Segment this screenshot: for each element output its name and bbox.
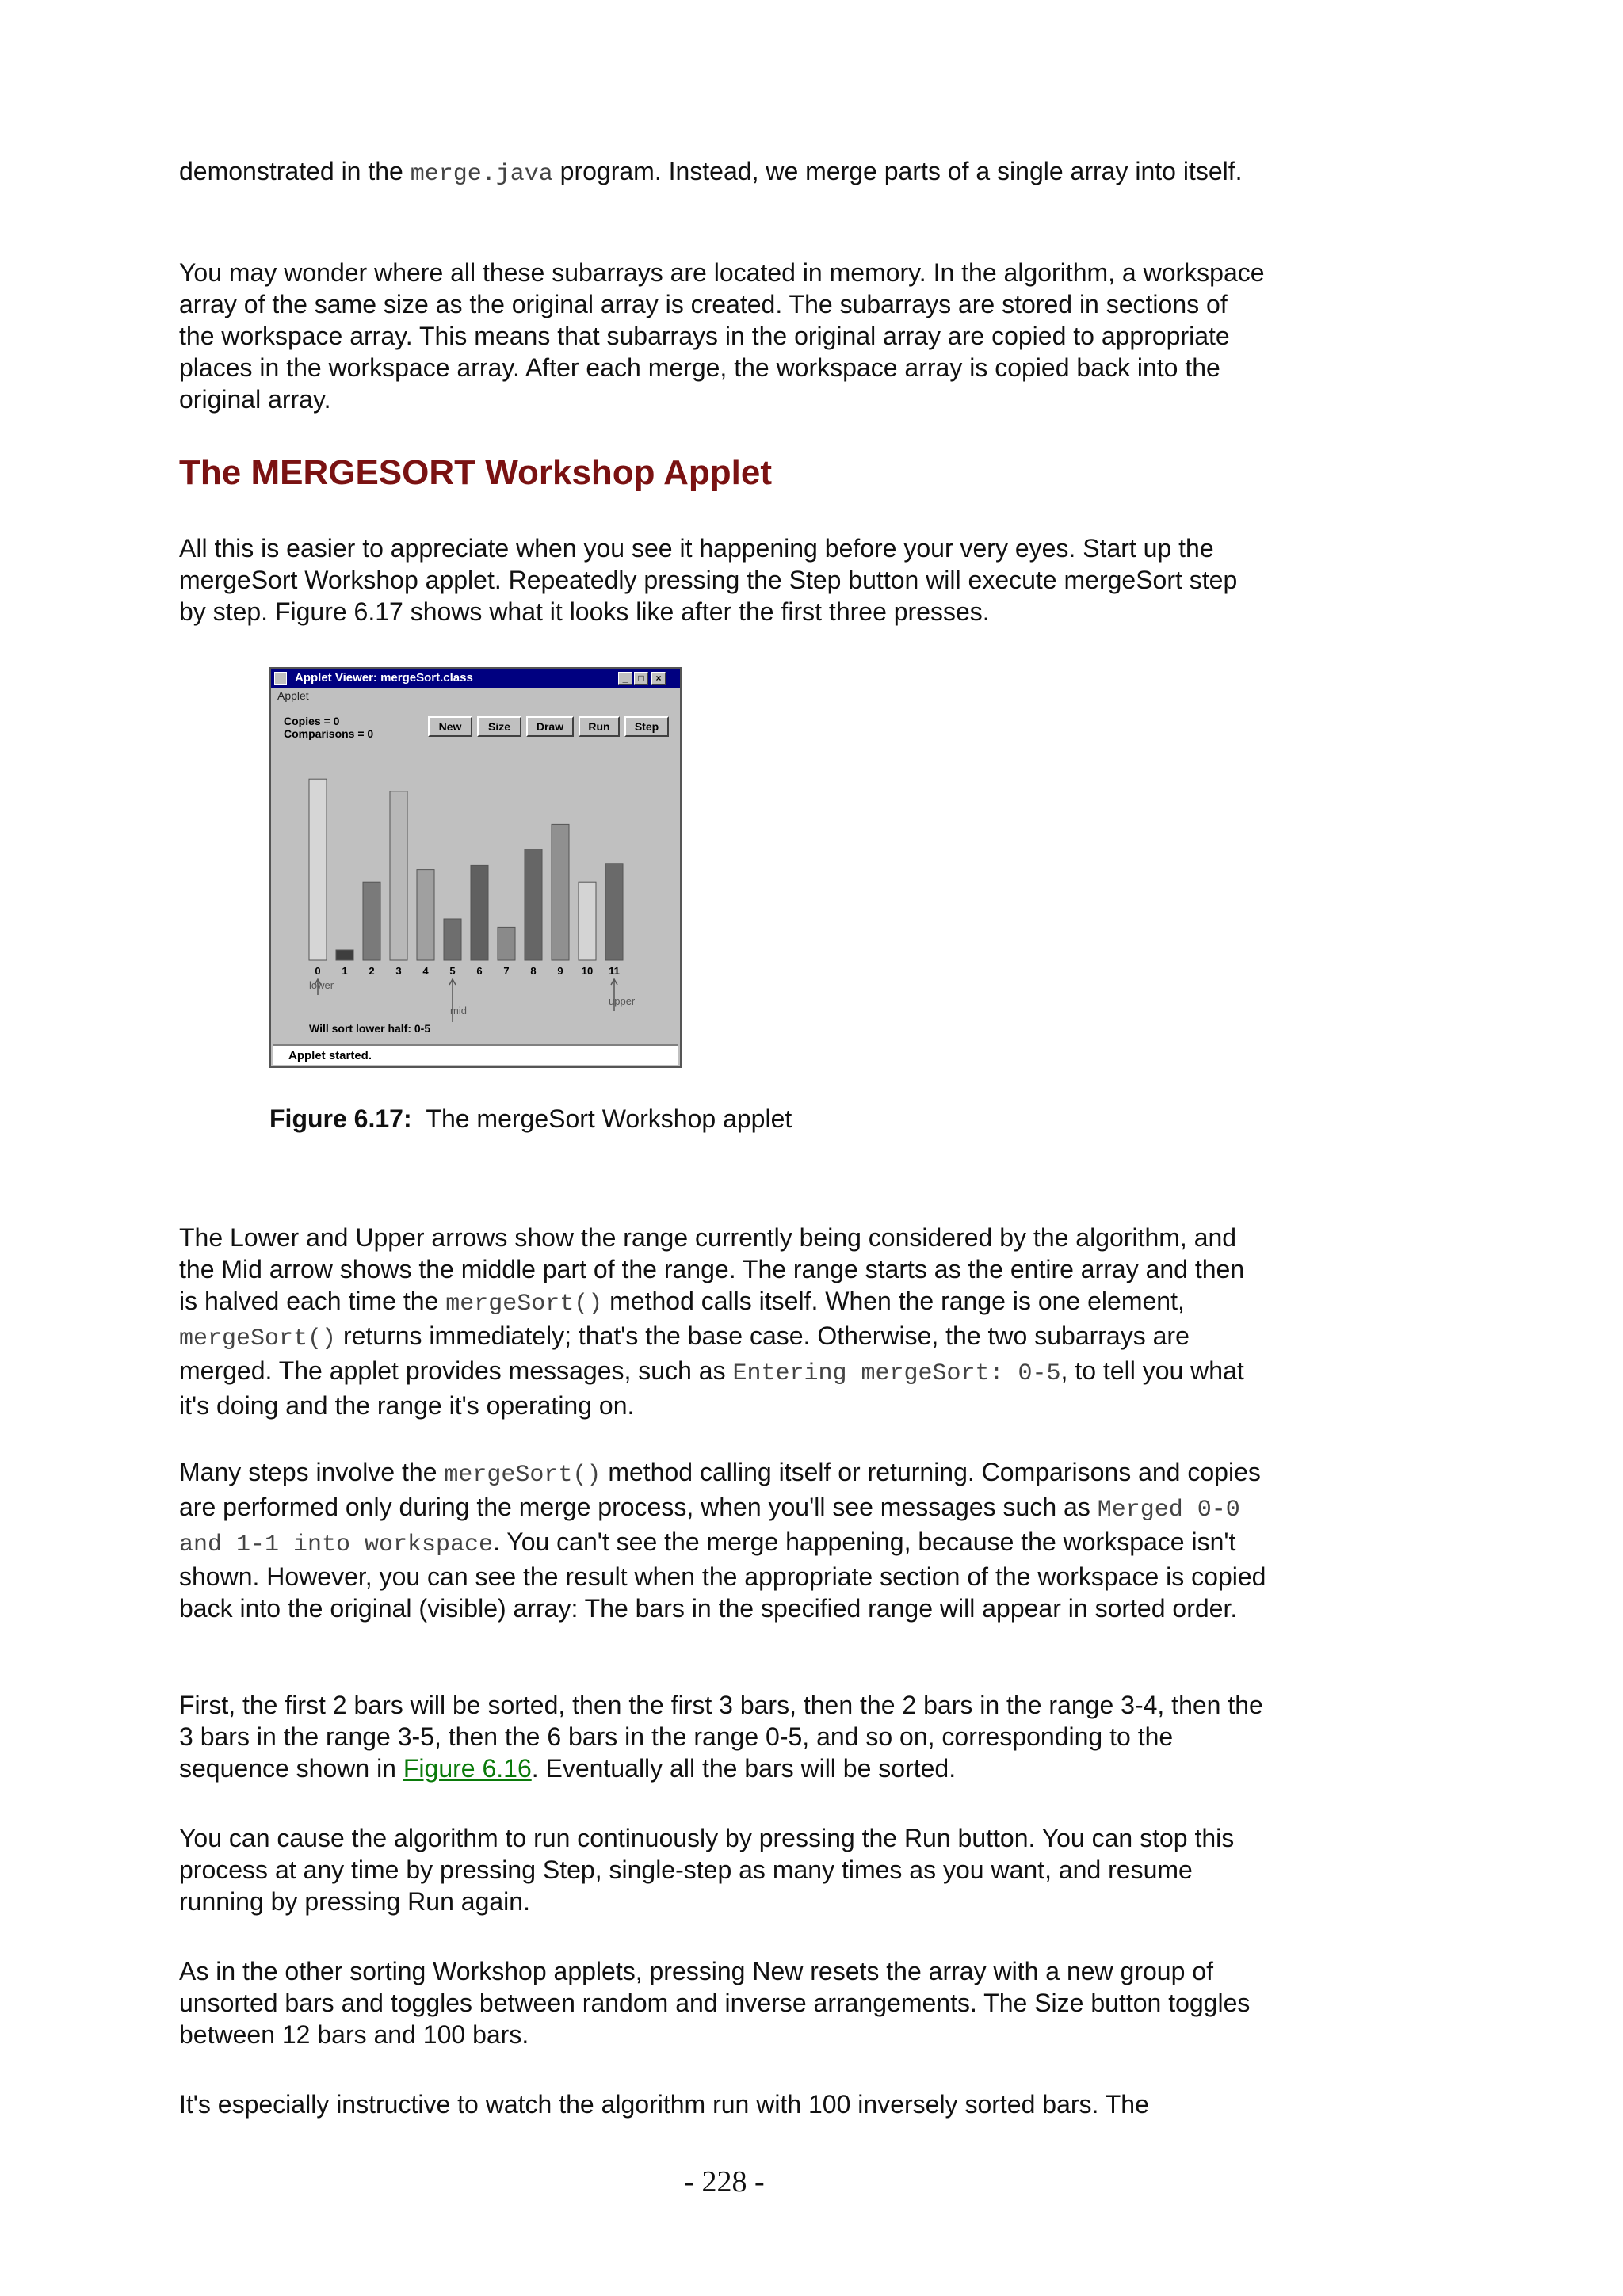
p5-code-1: mergeSort() bbox=[444, 1462, 601, 1489]
paragraph-9: It's especially instructive to watch the algorithm run with 100 inversely sorted bars. The bbox=[179, 2090, 1149, 2119]
p4-code-2: mergeSort() bbox=[179, 1325, 337, 1352]
algorithm-message: Will sort lower half: 0-5 bbox=[309, 1022, 431, 1035]
size-button[interactable]: Size bbox=[477, 716, 521, 737]
close-icon[interactable]: × bbox=[651, 672, 666, 685]
bar-label-10: 10 bbox=[581, 965, 594, 977]
p6-text-b: . Eventually all the bars will be sorted. bbox=[531, 1754, 957, 1783]
p5-code-2: Merged 0-0 and 1-1 into workspace bbox=[179, 1497, 1240, 1558]
applet-menu[interactable]: Applet bbox=[277, 689, 309, 702]
bar-9 bbox=[552, 824, 569, 960]
p4-text-b: method calls itself. When the range is one element, bbox=[602, 1287, 1185, 1315]
bar-label-1: 1 bbox=[342, 965, 348, 977]
p5-text-c: . You can't see the merge happening, because the workspace isn't shown. However, you can see the result when the appropriate section of the workspace is copied back into the original (visible) array: The bars in the specified range will appear in sorted order. bbox=[179, 1527, 1266, 1623]
bar-3 bbox=[390, 791, 407, 960]
new-button[interactable]: New bbox=[428, 716, 472, 737]
bar-5 bbox=[444, 919, 461, 960]
bar-11 bbox=[605, 864, 623, 960]
bar-4 bbox=[417, 870, 434, 960]
section-heading: The MERGESORT Workshop Applet bbox=[179, 453, 773, 492]
caption-text: The mergeSort Workshop applet bbox=[426, 1104, 792, 1133]
lower-arrow-label: lower bbox=[309, 979, 334, 991]
step-button[interactable]: Step bbox=[624, 716, 669, 737]
bar-label-2: 2 bbox=[369, 965, 375, 977]
draw-button[interactable]: Draw bbox=[526, 716, 574, 737]
bar-label-8: 8 bbox=[530, 965, 537, 977]
bar-2 bbox=[363, 882, 380, 960]
p4-code-1: mergeSort() bbox=[445, 1291, 603, 1318]
bar-8 bbox=[525, 849, 542, 960]
bar-7 bbox=[498, 927, 515, 960]
upper-arrow-label: upper bbox=[609, 995, 636, 1007]
bar-0 bbox=[309, 779, 327, 960]
p4-text-a: The Lower and Upper arrows show the range currently being considered by the algorithm, and the Mid arrow shows the middle part of the range. The range starts as the entire array and then is halved each time the bbox=[179, 1223, 1245, 1315]
figure-6-16-link[interactable]: Figure 6.16 bbox=[403, 1754, 532, 1783]
p4-text-c: returns immediately; that's the base case. Otherwise, the two subarrays are merged. The applet provides messages, such as bbox=[179, 1322, 1190, 1385]
bar-label-3: 3 bbox=[395, 965, 402, 977]
bar-label-6: 6 bbox=[476, 965, 483, 977]
applet-viewer-window bbox=[269, 667, 682, 1068]
p4-text-d: , to tell you what it's doing and the range it's operating on. bbox=[179, 1356, 1244, 1420]
page-number: - 228 - bbox=[684, 2165, 765, 2199]
paragraph-4 bbox=[179, 1222, 1270, 1421]
mid-arrow-label: mid bbox=[450, 1005, 467, 1016]
bar-10 bbox=[579, 882, 596, 960]
minimize-icon[interactable]: _ bbox=[618, 672, 632, 685]
paragraph-1-text-b: program. Instead, we merge parts of a single array into itself. bbox=[552, 157, 1243, 185]
run-button[interactable]: Run bbox=[579, 716, 620, 737]
bar-1 bbox=[336, 950, 353, 960]
inline-code-merge-java: merge.java bbox=[410, 161, 553, 188]
p6-text-a: First, the first 2 bars will be sorted, then the first 3 bars, then the 2 bars in the range 3-4, then the 3 bars in the range 3-5, then the 6 bars in the range 0-5, and so on, corresponding to the sequence shown in bbox=[179, 1691, 1263, 1783]
bar-label-9: 9 bbox=[557, 965, 563, 977]
paragraph-6 bbox=[179, 1689, 1270, 1784]
bar-chart bbox=[271, 669, 683, 1070]
paragraph-5 bbox=[179, 1456, 1270, 1624]
paragraph-8: As in the other sorting Workshop applets, pressing New resets the array with a new group of unsorted bars and toggles between random and inverse arrangements. The Size button toggles between 12 bars and 100 bars. bbox=[179, 1957, 1251, 2049]
paragraph-3: All this is easier to appreciate when you see it happening before your very eyes. Start up the mergeSort Workshop applet. Repeatedly pressing the Step button will execute mergeSort step by step. Figure 6.17 shows what it looks like after the first three presses. bbox=[179, 534, 1238, 626]
bar-label-0: 0 bbox=[315, 965, 321, 977]
p4-code-3: Entering mergeSort: 0-5 bbox=[732, 1360, 1061, 1387]
paragraph-1 bbox=[179, 155, 1243, 190]
applet-title: Applet Viewer: mergeSort.class bbox=[295, 671, 473, 685]
caption-label: Figure 6.17: bbox=[269, 1104, 412, 1133]
p5-text-b: method calling itself or returning. Comparisons and copies are performed only during the merge process, when you'll see messages such as bbox=[179, 1458, 1261, 1521]
maximize-icon[interactable]: □ bbox=[634, 672, 648, 685]
paragraph-2: You may wonder where all these subarrays are located in memory. In the algorithm, a workspace array of the same size as the original array is created. The subarrays are stored in sections of the workspace array. This means that subarrays in the original array are copied to appropriate places in the workspace array. After each merge, the workspace array is copied back into the original array. bbox=[179, 258, 1265, 414]
figure-caption bbox=[269, 1104, 792, 1134]
bar-label-4: 4 bbox=[422, 965, 429, 977]
bar-label-11: 11 bbox=[609, 965, 620, 977]
bar-6 bbox=[471, 865, 488, 960]
paragraph-1-text-a: demonstrated in the bbox=[179, 157, 411, 185]
paragraph-7: You can cause the algorithm to run continuously by pressing the Run button. You can stop this process at any time by pressing Step, single-step as many times as you want, and resume running by pressing Run again. bbox=[179, 1824, 1235, 1916]
comparisons-counter: Comparisons = 0 bbox=[284, 727, 374, 740]
copies-counter: Copies = 0 bbox=[284, 715, 340, 727]
p5-text-a: Many steps involve the bbox=[179, 1458, 445, 1486]
status-bar: Applet started. bbox=[273, 1044, 678, 1065]
bar-label-7: 7 bbox=[503, 965, 510, 977]
bar-label-5: 5 bbox=[449, 965, 456, 977]
